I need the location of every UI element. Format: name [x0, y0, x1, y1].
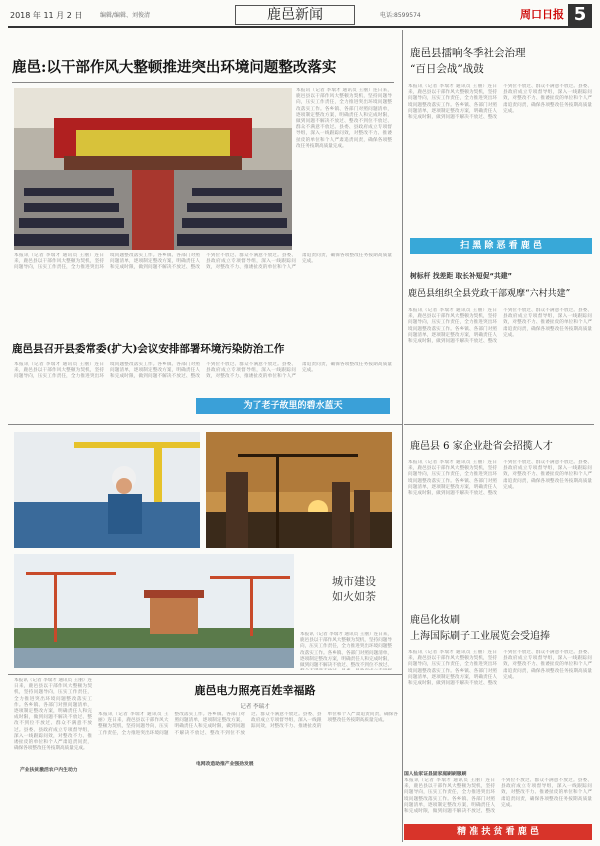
social-banner: 扫 黑 除 恶 看 鹿 邑 — [410, 238, 592, 254]
issue-date: 2018 年 11 月 2 日 — [10, 11, 83, 20]
pavilion-photo — [14, 554, 294, 668]
party-article-body: 本报讯（记者 李瑞才 通讯员 王丽）连日来，鹿邑县以干部作风大整顿为契机，坚持问题导向，压实工作责任，全力推进突出环境问题整改落实工作。各乡镇、各部门对照问题清单，逐项制定整改方案，明确责任人和完成时限，做到问题不解决不放过、整改不到位不放过、群众不满意不放过。县委、县政府成立专项督导组，深入一线跟踪问效，对整改不力、推诿扯皮的单位和个人严肃追责问责，确保各项整改任务按期高质量完成。 — [408, 308, 592, 345]
main-article-body: 本报讯（记者 李瑞才 通讯员 王丽）连日来，鹿邑县以干部作风大整顿为契机，坚持问题导向，压实工作责任，全力推进突出环境问题整改落实工作。各乡镇、各部门对照问题清单，逐项制定整改方案，明确责任人和完成时限，做到问题不解决不放过、整改不到位不放过、群众不满意不放过。县委、县政府成立专项督导组，深入一线跟踪问效，对整改不力、推诿扯皮的单位和个人严肃追责问责，确保各项整改任务按期高质量完成。 — [296, 88, 392, 149]
crane-worker-photo — [14, 432, 200, 548]
cosmetics-article-body: 本报讯（记者 李瑞才 通讯员 王丽）连日来，鹿邑县以干部作风大整顿为契机，坚持问题导向，压实工作责任，全力推进突出环境问题整改落实工作。各乡镇、各部门对照问题清单，逐项制定整改方案，明确责任人和完成时限，做到问题不解决不放过、整改不到位不放过、群众不满意不放过。县委、县政府成立专项督导组，深入一线跟踪问效，对整改不力、推诿扯皮的单位和个人严肃追责问责，确保各项整改任务按期高质量完成。 — [408, 650, 592, 687]
party-kicker: 树标杆 找差距 取长补短促“共建” — [410, 272, 513, 280]
divider — [404, 424, 594, 425]
column-divider — [402, 30, 403, 842]
photo-feature-caption-body: 本报讯（记者 李瑞才 通讯员 王丽）连日来，鹿邑县以干部作风大整顿为契机，坚持问题导向，压实工作责任，全力推进突出环境问题整改落实工作。各乡镇、各部门对照问题清单，逐项制定整改方案，明确责任人和完成时限，做到问题不解决不放过、整改不到位不放过、 — [300, 632, 392, 669]
meeting-banner: 为了老子故里的碧水蓝天 — [196, 398, 390, 414]
cosmetics-headline-1: 鹿邑化妆刷 — [410, 615, 460, 626]
social-article-body: 本报讯（记者 李瑞才 通讯员 王丽）连日来，鹿邑县以干部作风大整顿为契机，坚持问题导向，压实工作责任，全力推进突出环境问题整改落实工作。各乡镇、各部门对照问题清单，逐项制定整改方案，明确责任人和完成时限，做到问题不解决不放过、整改不到位不放过、群众不满意不放过。县委、县政府成立专项督导组，深入一线跟踪问效，对整改不力、推诿扯皮的单位和个人严肃追责问责，确保各项整改任务按期高质量完成。 — [408, 84, 592, 121]
main-article-body-2: 本报讯（记者 李瑞才 通讯员 王丽）连日来，鹿邑县以干部作风大整顿为契机，坚持问题导向，压实工作责任，全力推进突出环境问题整改落实工作。各乡镇、各部门对照问题清单，逐项制定整改方案，明确责任人和完成时限，做到问题不解决不放过、整改不到位不放过、群众不满意不放过。县委、县政府成立专项督导组，深入一线跟踪问效，对整改不力、推诿扯皮的单位和个人严肃追责问责，确保各项整改任务按期高质量完成。 — [14, 253, 392, 271]
photo-feature-caption: 城市建设 如火如荼 — [332, 575, 376, 603]
footer-banner: 精 准 扶 贫 看 鹿 邑 — [404, 824, 592, 840]
hotline: 电话:8599574 — [380, 12, 421, 19]
power-byline: 记者 李瑞才 — [240, 704, 270, 710]
meeting-headline: 鹿邑县召开县委常委(扩大)会议安排部署环境污染防治工作 — [12, 343, 285, 355]
power-subhead-2: 电网改造助推产业强劲发展 — [196, 762, 254, 767]
conference-photo — [14, 88, 292, 250]
power-headline: 鹿邑电力照亮百姓幸福路 — [194, 684, 316, 697]
main-headline: 鹿邑:以干部作风大整顿推进突出环境问题整改落实 — [12, 59, 337, 76]
fair-headline: 鹿邑县 6 家企业赴省会招揽人才 — [410, 441, 553, 452]
sunset-construction-photo — [206, 432, 392, 548]
fair-article-body: 本报讯（记者 李瑞才 通讯员 王丽）连日来，鹿邑县以干部作风大整顿为契机，坚持问题导向，压实工作责任，全力推进突出环境问题整改落实工作。各乡镇、各部门对照问题清单，逐项制定整改方案，明确责任人和完成时限，做到问题不解决不放过、整改不到位不放过、群众不满意不放过。县委、县政府成立专项督导组，深入一线跟踪问效，对整改不力、推诿扯皮的单位和个人严肃追责问责，确保各项整改任务按期高质量完成。 — [408, 460, 592, 497]
section-title: 鹿邑新闻 — [235, 5, 355, 25]
divider — [8, 424, 402, 425]
social-headline-2: “百日会战”战鼓 — [410, 63, 484, 75]
small-article-title: 国人仙家证县固家庭刷刷服刷 — [404, 772, 467, 777]
divider — [8, 674, 402, 675]
divider — [12, 82, 394, 83]
small-article-body: 本报讯（记者 李瑞才 通讯员 王丽）连日来，鹿邑县以干部作风大整顿为契机，坚持问题导向，压实工作责任，全力推进突出环境问题整改落实工作。各乡镇、各部门对照问题清单，逐项制定整改方案，明确责任人和完成时限，做到问题不解决不放过、整改不到位不放过、群众不满意不放过。县委、县政府成立专项督导组，深入一线跟踪问效，对整改不力、推诿扯皮的单位和个人严肃追责问责，确保各项整改任务按期高质量完成。 — [404, 778, 592, 815]
page-number: 5 — [568, 4, 592, 26]
power-subhead-1: 产业扶贫激活农户内生动力 — [20, 768, 78, 773]
meeting-article-body: 本报讯（记者 李瑞才 通讯员 王丽）连日来，鹿邑县以干部作风大整顿为契机，坚持问题导向，压实工作责任，全力推进突出环境问题整改落实工作。各乡镇、各部门对照问题清单，逐项制定整改方案，明确责任人和完成时限，做到问题不解决不放过、整改不到位不放过、群众不满意不放过。县委、县政府成立专项督导组，深入一线跟踪问效，对整改不力、推诿扯皮的单位和个人严肃追责问责，确保各项整改任务按期高质量完成。 — [14, 362, 392, 380]
party-headline: 鹿邑县组织全县党政干部观摩“六村共建” — [408, 289, 571, 299]
newspaper-logo: 周口日报 — [520, 8, 564, 21]
editor-credit: 编辑/编辑、刘俊清 — [100, 12, 151, 19]
power-article-body: 本报讯（记者 李瑞才 通讯员 王丽）连日来，鹿邑县以干部作风大整顿为契机，坚持问题导向，压实工作责任，全力推进突出环境问题整改落实工作。各乡镇、各部门对照问题清单，逐项制定整改方案，明确责任人和完成时限，做到问题不解决不放过、整改不到位不放过、群众不满意不放过。县委、县政府成立专项督导组，深入一线跟踪问效，对整改不力、推诿扯皮的单位和个人严肃追责问责，确保各项整改任务按期高质量完成。 — [98, 712, 398, 736]
power-article-col1: 本报讯（记者 李瑞才 通讯员 王丽）连日来，鹿邑县以干部作风大整顿为契机，坚持问题导向，压实工作责任，全力推进突出环境问题整改落实工作。各乡镇、各部门对照问题清单，逐项制定整改方案，明确责任人和完成时限，做到问题不解决不放过、整改不到位不放过、群众不满意不放过。县委、县政府成立专项督导组，深入一线跟踪问效，对整改不力、推诿扯皮的单位和个人严肃追责问责，确保各项整改任务按期高质量完成。 — [14, 678, 92, 752]
cosmetics-headline-2: 上海国际刷子工业展览会受追捧 — [410, 631, 550, 642]
social-headline-1: 鹿邑县擂响冬季社会治理 — [410, 47, 526, 59]
